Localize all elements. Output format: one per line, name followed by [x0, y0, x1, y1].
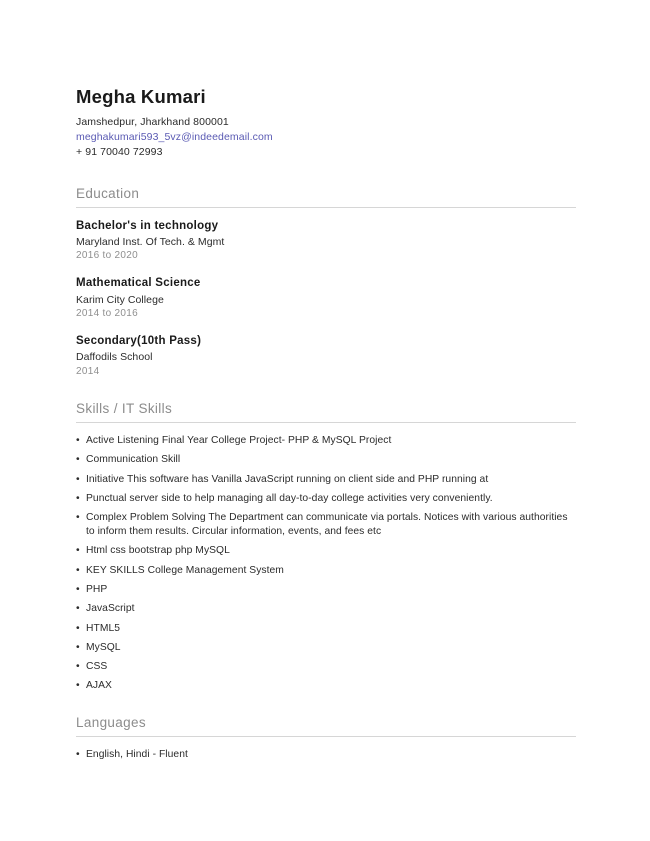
skill-item [76, 492, 575, 506]
education-degree: Bachelor's in technology [76, 219, 219, 232]
skill-item [76, 434, 575, 448]
candidate-email-link[interactable]: meghakumari593_5vz@indeedemail.com [76, 130, 273, 143]
education-dates: 2014 [76, 365, 100, 377]
bullet-point-icon: • [76, 680, 80, 692]
skill-item [76, 622, 575, 636]
education-dates: 2014 to 2016 [76, 308, 138, 320]
bullet-point-icon: • [76, 564, 80, 576]
candidate-email-line [76, 130, 575, 145]
skill-item [76, 453, 575, 467]
skill-item-text: JavaScript [86, 603, 135, 615]
languages-section [76, 715, 575, 762]
education-item [76, 219, 575, 264]
skill-item-text: PHP [86, 584, 108, 595]
bullet-point-icon: • [76, 622, 80, 634]
languages-bullet-list [76, 748, 575, 762]
bullet-point-icon: • [76, 584, 80, 595]
skill-item [76, 511, 575, 539]
bullet-point-icon: • [76, 603, 80, 615]
bullet-point-icon: • [76, 661, 80, 673]
education-item [76, 276, 575, 321]
language-item-text: English, Hindi - Fluent [86, 749, 188, 761]
education-section [76, 186, 575, 379]
skill-item-text: Active Listening Final Year College Project- PHP & MySQL Project [86, 435, 392, 447]
education-school: Daffodils School [76, 351, 153, 364]
candidate-location: Jamshedpur, Jharkhand 800001 [76, 115, 229, 128]
education-section-title: Education [76, 185, 140, 201]
skill-item [76, 544, 575, 558]
skill-item [76, 602, 575, 616]
skills-section [76, 401, 575, 693]
education-dates: 2016 to 2020 [76, 250, 138, 262]
bullet-point-icon: • [76, 473, 80, 485]
skills-section-divider [76, 422, 576, 423]
skill-item-text: Punctual server side to help managing all day-to-day college activities very conveniently. [86, 493, 493, 505]
education-section-divider [76, 207, 576, 208]
bullet-point-icon: • [76, 512, 80, 524]
education-item-list [76, 219, 575, 379]
skill-item-text: Complex Problem Solving The Department can communicate via portals. Notices with various authorities to inform them results. Circular information, events, and fees etc [86, 512, 568, 538]
education-degree: Mathematical Science [76, 277, 201, 290]
bullet-point-icon: • [76, 641, 80, 653]
education-item [76, 334, 575, 379]
skill-item [76, 660, 575, 674]
skill-item-text: HTML5 [86, 622, 121, 634]
language-item [76, 748, 575, 762]
skill-item-text: Communication Skill [86, 454, 181, 466]
candidate-phone: + 91 70040 72993 [76, 145, 163, 158]
bullet-point-icon: • [76, 545, 80, 557]
skill-item-text: Html css bootstrap php MySQL [86, 545, 230, 557]
candidate-name: Megha Kumari [76, 86, 206, 107]
bullet-point-icon: • [76, 454, 80, 466]
skill-item [76, 641, 575, 655]
skill-item [76, 473, 575, 487]
skills-bullet-list [76, 434, 575, 693]
skill-item [76, 583, 575, 597]
skill-item-text: CSS [86, 661, 108, 673]
bullet-point-icon: • [76, 493, 80, 505]
skill-item-text: KEY SKILLS College Management System [86, 564, 284, 576]
education-school: Karim City College [76, 293, 164, 306]
bullet-point-icon: • [76, 435, 80, 447]
education-degree: Secondary(10th Pass) [76, 335, 202, 348]
languages-section-title: Languages [76, 715, 146, 731]
languages-section-divider [76, 736, 576, 737]
education-school: Maryland Inst. Of Tech. & Mgmt [76, 236, 225, 249]
skill-item [76, 679, 575, 693]
skill-item-text: MySQL [86, 641, 121, 653]
resume-header [76, 86, 575, 160]
skill-item-text: Initiative This software has Vanilla JavaScript running on client side and PHP running at [86, 473, 489, 485]
skill-item [76, 564, 575, 578]
bullet-point-icon: • [76, 749, 80, 761]
skill-item-text: AJAX [86, 680, 112, 692]
skills-section-title: Skills / IT Skills [76, 400, 173, 416]
